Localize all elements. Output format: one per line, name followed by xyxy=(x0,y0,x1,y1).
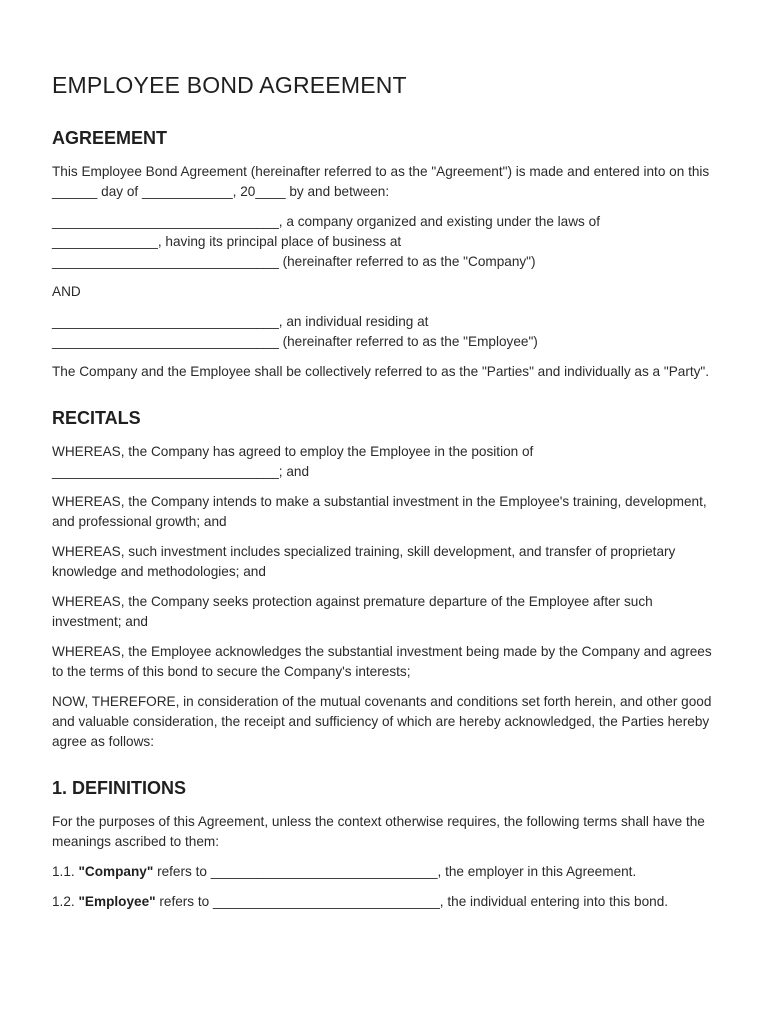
definitions-heading: 1. DEFINITIONS xyxy=(52,778,187,798)
parties-note: The Company and the Employee shall be collectively referred to as the "Parties" and individually as a "Party". xyxy=(52,364,710,379)
definition-term: "Company" xyxy=(78,864,154,879)
definition-text: refers to ______________________________, the employer in this Agreement. xyxy=(153,864,637,879)
recital-item: WHEREAS, the Employee acknowledges the substantial investment being made by the Company and agrees to the terms of this bond to secure the Company's interests; xyxy=(52,644,712,679)
recital-item: WHEREAS, the Company has agreed to employ the Employee in the position of ______________________________; and xyxy=(52,444,534,479)
agreement-section xyxy=(52,126,718,382)
recital-item: WHEREAS, the Company seeks protection against premature departure of the Employee after such investment; and xyxy=(52,594,653,629)
definition-number: 1.1. xyxy=(52,864,75,879)
recital-conclusion: NOW, THEREFORE, in consideration of the mutual covenants and conditions set forth herein, and other good and valuable consideration, the receipt and sufficiency of which are hereby acknowledged, the Parties hereby agree as follows: xyxy=(52,694,712,749)
definitions-section xyxy=(52,776,718,912)
company-party-line-2: ______________, having its principal place of business at xyxy=(52,234,402,249)
employee-party-line-2: ______________________________ (hereinafter referred to as the "Employee") xyxy=(52,334,538,349)
definition-item xyxy=(52,892,718,912)
recitals-section xyxy=(52,406,718,752)
company-party-line-3: ______________________________ (hereinafter referred to as the "Company") xyxy=(52,254,536,269)
recitals-heading: RECITALS xyxy=(52,408,141,428)
definition-term: "Employee" xyxy=(78,894,156,909)
employee-party-block xyxy=(52,312,718,352)
and-label: AND xyxy=(52,284,81,299)
definition-item xyxy=(52,862,718,882)
company-party-line-1: ______________________________, a company organized and existing under the laws of xyxy=(52,214,600,229)
definition-text: refers to ______________________________, the individual entering into this bond. xyxy=(155,894,669,909)
document-title: EMPLOYEE BOND AGREEMENT xyxy=(52,72,407,98)
recital-item: WHEREAS, such investment includes specialized training, skill development, and transfer of proprietary knowledge and methodologies; and xyxy=(52,544,676,579)
definition-number: 1.2. xyxy=(52,894,75,909)
agreement-heading: AGREEMENT xyxy=(52,128,168,148)
agreement-intro: This Employee Bond Agreement (hereinafter referred to as the "Agreement") is made and entered into on this ______ day of ____________, 20____ by and between: xyxy=(52,164,710,199)
recital-item: WHEREAS, the Company intends to make a substantial investment in the Employee's training, development, and professional growth; and xyxy=(52,494,707,529)
employee-party-line-1: ______________________________, an individual residing at xyxy=(52,314,429,329)
company-party-block xyxy=(52,212,718,272)
definitions-intro: For the purposes of this Agreement, unless the context otherwise requires, the following terms shall have the meanings ascribed to them: xyxy=(52,814,705,849)
